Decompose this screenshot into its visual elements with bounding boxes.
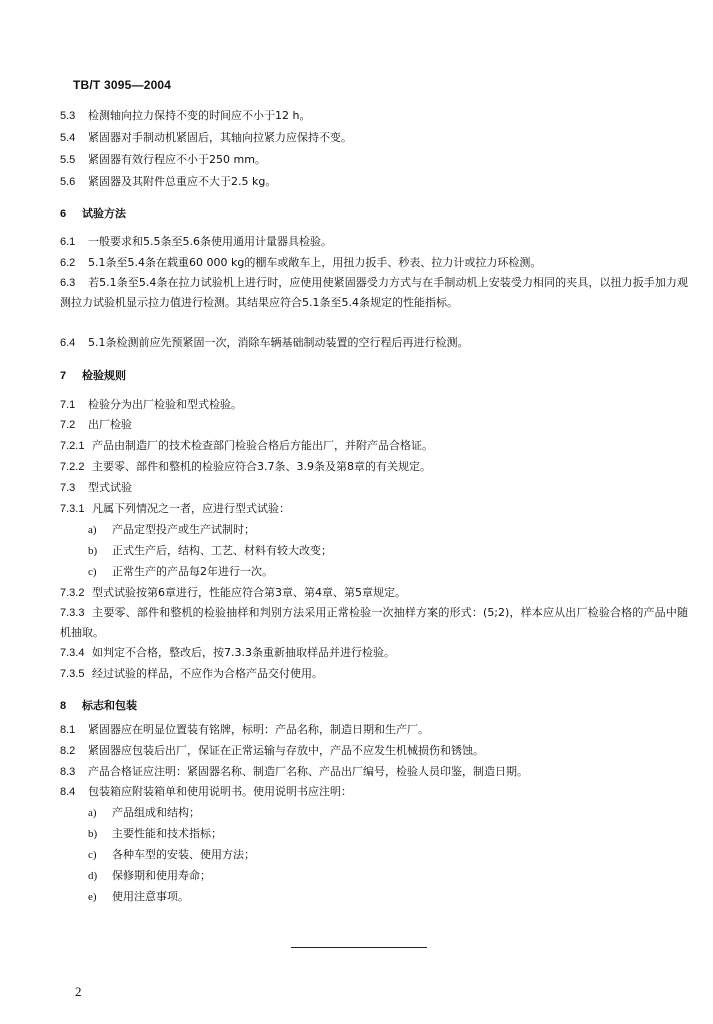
list-text: 主要性能和技术指标； — [112, 827, 222, 840]
clause-7-3-4 — [60, 643, 688, 663]
section-title: 检验规则 — [82, 369, 126, 382]
clause-number: 7.3.3 — [60, 607, 85, 619]
clause-number: 7.1 — [60, 399, 76, 411]
list-text: 正式生产后，结构、工艺、材料有较大改变； — [112, 544, 332, 557]
list-marker: b) — [88, 828, 98, 840]
clause-number: 7.3 — [60, 482, 76, 494]
clause-text: 如判定不合格，整改后，按7.3.3条重新抽取样品并进行检验。 — [92, 646, 395, 659]
clause-text: 紧固器有效行程应不小于250 mm。 — [88, 153, 266, 166]
section-number: 7 — [60, 370, 67, 382]
clause-5-6 — [60, 172, 688, 192]
list-item-c — [88, 562, 273, 582]
list-item-e — [88, 887, 189, 907]
clause-number: 7.3.2 — [60, 587, 85, 599]
section-number: 6 — [60, 208, 67, 220]
clause-number: 7.2 — [60, 419, 76, 431]
list-text: 产品定型投产或生产试制时； — [112, 523, 255, 536]
clause-5-4 — [60, 128, 688, 148]
clause-6-1 — [60, 232, 688, 252]
clause-text: 紧固器及其附件总重应不大于2.5 kg。 — [88, 175, 277, 188]
clause-7-1 — [60, 395, 688, 415]
list-item-d — [88, 866, 211, 886]
clause-number: 7.3.1 — [60, 503, 85, 515]
list-marker: a) — [88, 807, 97, 819]
clause-number: 5.3 — [60, 110, 76, 122]
list-text: 产品组成和结构； — [112, 806, 200, 819]
list-text: 正常生产的产品每2年进行一次。 — [112, 565, 273, 578]
list-marker: b) — [88, 545, 98, 557]
clause-8-2 — [60, 741, 688, 761]
list-text: 保修期和使用寿命； — [112, 869, 211, 882]
list-marker: c) — [88, 566, 97, 578]
list-text: 各种车型的安装、使用方法； — [112, 848, 255, 861]
clause-7-2 — [60, 415, 688, 435]
clause-text: 主要零、部件和整机的检验抽样和判别方法采用正常检验一次抽样方案的形式：(5;2)，样本应从出厂检验合格的产品中随机抽取。 — [60, 606, 688, 639]
clause-number: 6.1 — [60, 236, 76, 248]
clause-5-3 — [60, 106, 688, 126]
clause-number: 7.3.5 — [60, 668, 85, 680]
list-item-a — [88, 520, 255, 540]
clause-text: 检测轴向拉力保持不变的时间应不小于12 h。 — [88, 109, 311, 122]
clause-text: 紧固器应包装后出厂，保证在正常运输与存放中，产品不应发生机械损伤和锈蚀。 — [88, 744, 484, 757]
end-rule — [291, 947, 427, 948]
section-7-heading — [60, 366, 688, 386]
clause-7-3 — [60, 478, 688, 498]
clause-number: 7.2.1 — [60, 440, 85, 452]
clause-number: 6.4 — [60, 337, 76, 349]
clause-text: 型式试验 — [88, 481, 132, 494]
clause-8-3 — [60, 762, 688, 782]
list-marker: e) — [88, 891, 97, 903]
clause-number: 7.3.4 — [60, 647, 85, 659]
clause-7-3-1 — [60, 499, 688, 519]
clause-text: 型式试验按第6章进行，性能应符合第3章、第4章、第5章规定。 — [92, 586, 406, 599]
clause-text: 紧固器对手制动机紧固后，其轴向拉紧力应保持不变。 — [88, 131, 352, 144]
clause-number: 5.4 — [60, 132, 76, 144]
clause-text: 产品由制造厂的技术检查部门检验合格后方能出厂，并附产品合格证。 — [92, 439, 433, 452]
clause-7-3-5 — [60, 664, 688, 684]
clause-number: 8.4 — [60, 786, 76, 798]
clause-text: 5.1条检测前应先预紧固一次，消除车辆基础制动装置的空行程后再进行检测。 — [88, 336, 469, 349]
list-item-b — [88, 824, 222, 844]
clause-number: 7.2.2 — [60, 461, 85, 473]
clause-text: 出厂检验 — [88, 418, 132, 431]
clause-number: 8.1 — [60, 724, 76, 736]
clause-number: 8.3 — [60, 766, 76, 778]
clause-6-2 — [60, 253, 688, 273]
list-item-a — [88, 803, 200, 823]
clause-number: 6.3 — [60, 277, 76, 289]
clause-number: 5.6 — [60, 176, 76, 188]
standard-code: TB/T 3095—2004 — [73, 78, 172, 92]
clause-7-2-2 — [60, 457, 688, 477]
section-title: 试验方法 — [82, 207, 126, 220]
clause-text: 主要零、部件和整机的检验应符合3.7条、3.9条及第8章的有关规定。 — [92, 460, 431, 473]
clause-number: 6.2 — [60, 257, 76, 269]
clause-8-1 — [60, 720, 688, 740]
clause-6-4 — [60, 333, 688, 353]
list-item-b — [88, 541, 332, 561]
section-8-heading — [60, 696, 688, 716]
clause-number: 8.2 — [60, 745, 76, 757]
section-6-heading — [60, 204, 688, 224]
clause-text: 一般要求和5.5条至5.6条使用通用计量器具检验。 — [88, 235, 332, 248]
list-marker: d) — [88, 870, 98, 882]
clause-7-3-3 — [60, 603, 688, 643]
clause-number: 5.5 — [60, 154, 76, 166]
clause-text: 紧固器应在明显位置装有铭牌，标明：产品名称，制造日期和生产厂。 — [88, 723, 429, 736]
section-number: 8 — [60, 700, 67, 712]
list-text: 使用注意事项。 — [112, 890, 189, 903]
list-item-c — [88, 845, 255, 865]
list-marker: a) — [88, 524, 97, 536]
clause-5-5 — [60, 150, 688, 170]
page-number: 2 — [75, 984, 82, 999]
clause-7-2-1 — [60, 436, 688, 456]
clause-text: 5.1条至5.4条在载重60 000 kg的棚车或敞车上，用扭力扳手、秒表、拉力计或拉力环检测。 — [88, 256, 542, 269]
clause-7-3-2 — [60, 583, 688, 603]
clause-text: 经过试验的样品，不应作为合格产品交付使用。 — [92, 667, 323, 680]
list-marker: c) — [88, 849, 97, 861]
clause-8-4 — [60, 782, 688, 802]
clause-text: 产品合格证应注明：紧固器名称、制造厂名称、产品出厂编号，检验人员印鉴，制造日期。 — [88, 765, 528, 778]
clause-text: 检验分为出厂检验和型式检验。 — [88, 398, 242, 411]
clause-text: 包装箱应附装箱单和使用说明书。使用说明书应注明： — [88, 785, 352, 798]
clause-text: 若5.1条至5.4条在拉力试验机上进行时，应使用使紧固器受力方式与在手制动机上安装受力相同的夹具，以扭力扳手加力观测拉力试验机显示拉力值进行检测。其结果应符合5.1条至5.4条规定的性能指标。 — [60, 276, 688, 309]
clause-text: 凡属下列情况之一者，应进行型式试验： — [92, 502, 290, 515]
clause-6-3 — [60, 273, 688, 313]
section-title: 标志和包装 — [82, 699, 137, 712]
